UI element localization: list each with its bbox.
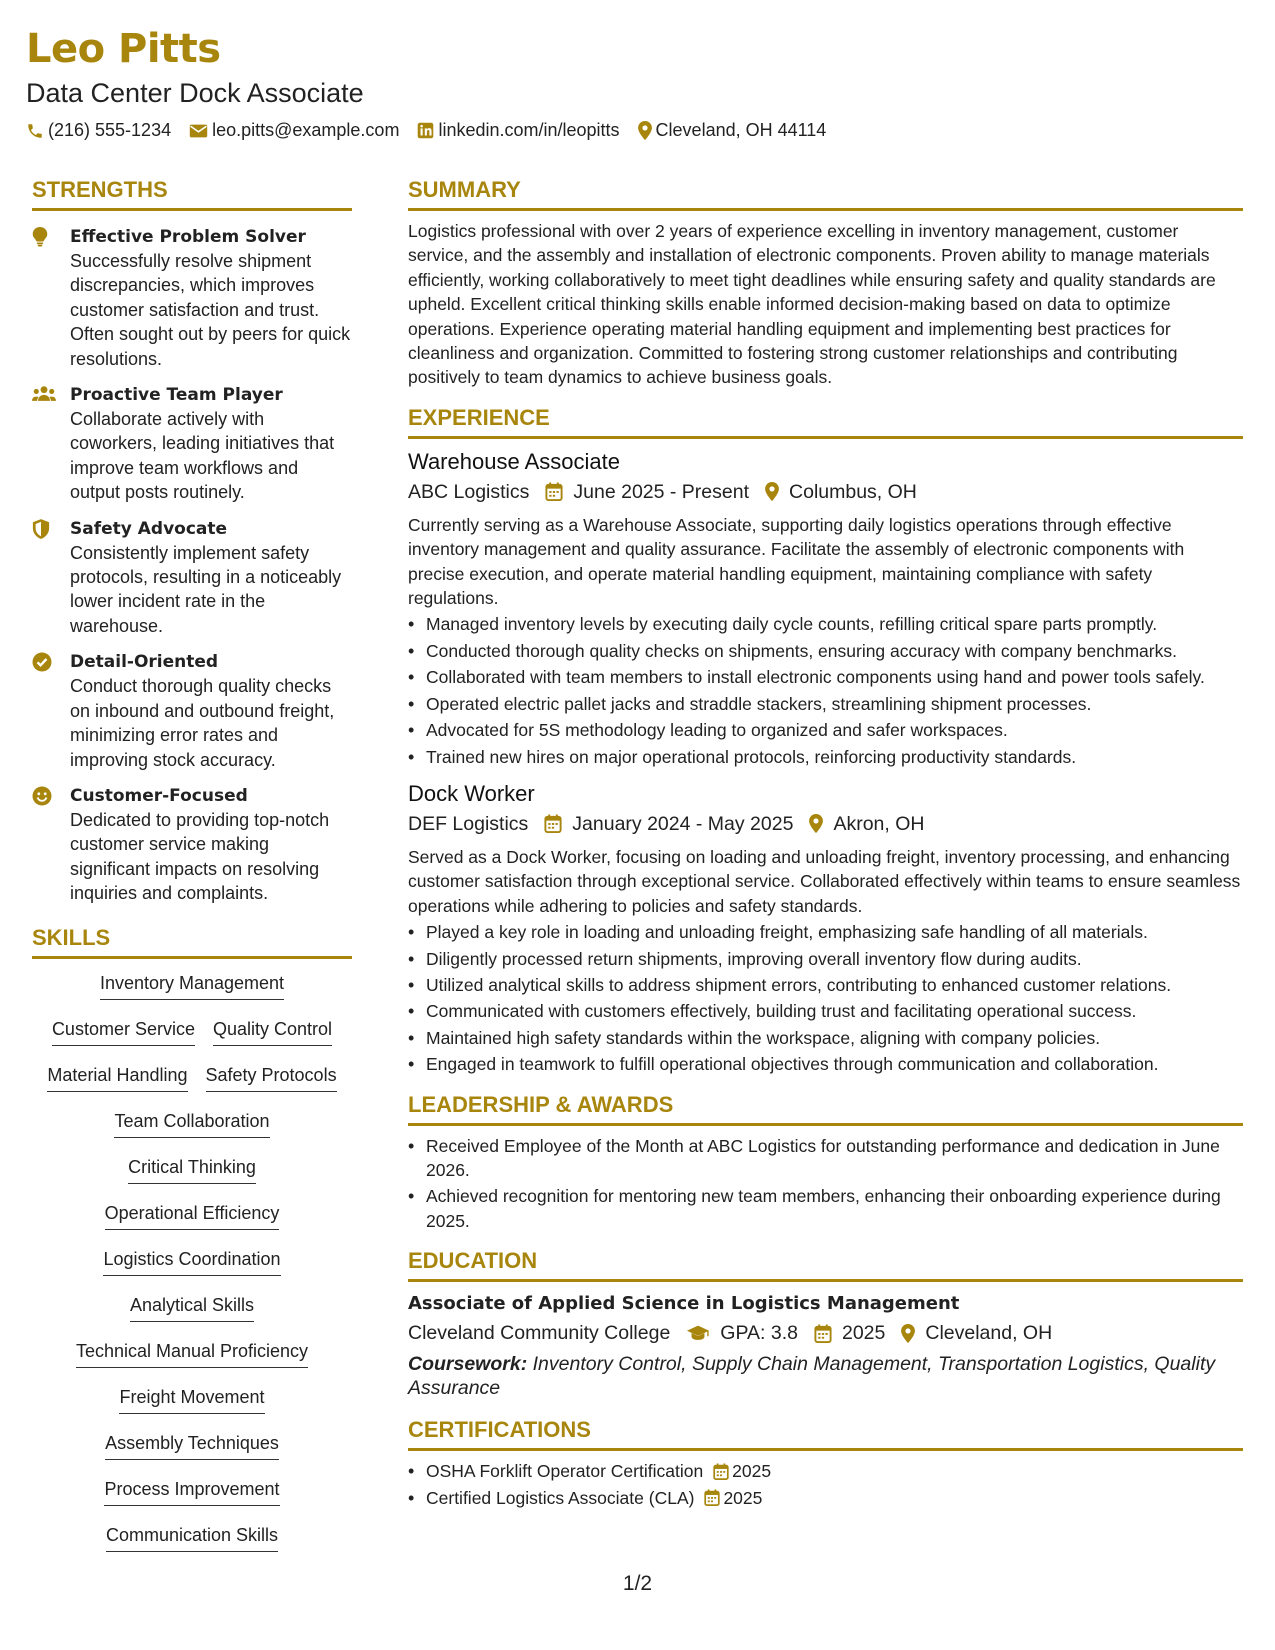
phone-icon [26, 122, 44, 140]
strengths-list [32, 225, 352, 906]
job-location [765, 477, 917, 507]
skill-tag: Team Collaboration [114, 1109, 269, 1138]
job-location [809, 809, 924, 839]
calendar-icon [814, 1324, 832, 1343]
certification-item [408, 1459, 1243, 1483]
skill-tag: Communication Skills [106, 1523, 278, 1552]
job-title: Dock Worker [408, 780, 535, 806]
strength-title: Effective Problem Solver [70, 227, 306, 247]
education-year-text: 2025 [841, 1322, 886, 1345]
strength-desc: Dedicated to providing top-notch customer service making significant impacts on resolving inquiries and complaints. [70, 809, 330, 904]
calendar-icon [544, 814, 562, 833]
job-bullet: • Engaged in teamwork to fulfill operational objectives through communication and collaboration. [408, 1052, 1243, 1076]
award-item: • Received Employee of the Month at ABC Logistics for outstanding performance and dedication in June 2026. [408, 1134, 1243, 1183]
map-pin-icon [809, 814, 823, 833]
job-desc: Currently serving as a Warehouse Associate, supporting daily logistics operations through effective inventory management and quality assurance. Facilitate the assembly of electronic components with precise execution, and operate material handling equipment, maintaining compliance with safety regulations. [408, 514, 1185, 609]
contact-linkedin[interactable] [417, 120, 619, 141]
summary-heading: SUMMARY [408, 176, 1243, 211]
map-pin-icon [765, 482, 779, 501]
calendar-icon [704, 1489, 720, 1506]
certification-name: • Certified Logistics Associate (CLA) [426, 1487, 695, 1508]
gpa-text: GPA: 3.8 [720, 1322, 798, 1345]
skill-tag: Safety Protocols [206, 1063, 337, 1092]
location-text: Cleveland, OH 44114 [655, 120, 827, 140]
job-bullet: • Advocated for 5S methodology leading to organized and safer workspaces. [408, 718, 1243, 742]
job-dates [544, 809, 793, 839]
certification-year-text: 2025 [732, 1461, 772, 1482]
skill-tag: Quality Control [213, 1017, 332, 1046]
page-number: 1/2 [622, 1572, 653, 1595]
strength-title: Proactive Team Player [70, 385, 283, 406]
summary-text: Logistics professional with over 2 years of experience excelling in inventory management, customer service, and the assembly and installation of electronic components. Proven ability to manage materials efficiently, working collaboratively to meet tight deadlines while ensuring safety and quality standards are upheld. Excellent critical thinking skills enable informed decision-making based on data to optimize operations. Experience operating material handling equipment and implementing best practices for cleanliness and organization. Committed to fostering strong customer relationships and contributing positively to team dynamics to achieve business goals. [408, 221, 1216, 388]
education-location [901, 1318, 1052, 1348]
skills-list [32, 971, 352, 1569]
job-bullets [408, 920, 1243, 1076]
strength-desc: Conduct thorough quality checks on inbound and outbound freight, minimizing error rates and improving stock accuracy. [70, 676, 335, 770]
check-circle-icon [32, 650, 70, 772]
skill-tag: Technical Manual Proficiency [76, 1339, 308, 1368]
envelope-icon [189, 123, 208, 139]
skill-tag: Process Improvement [104, 1477, 279, 1506]
job-bullet: • Played a key role in loading and unloading freight, emphasizing safe handling of all materials. [408, 920, 1243, 944]
strength-item [32, 650, 352, 772]
job-bullet: • Collaborated with team members to install electronic components using hand and power tools safely. [408, 665, 1243, 689]
job-location-text: Akron, OH [833, 812, 925, 835]
coursework [408, 1352, 1243, 1400]
experience-heading: EXPERIENCE [408, 404, 1243, 439]
strength-item [32, 784, 352, 906]
contact-location [638, 120, 827, 141]
job-bullet: • Diligently processed return shipments, improving overall inventory flow during audits. [408, 947, 1243, 971]
strength-item [32, 383, 352, 505]
right-column [408, 176, 1243, 1510]
contact-phone [26, 120, 171, 141]
certification-year-text: 2025 [723, 1487, 763, 1508]
candidate-name: Leo Pitts [26, 26, 221, 72]
certification-name: • OSHA Forklift Operator Certification [426, 1461, 704, 1482]
job-entry [408, 447, 1243, 769]
job-company: ABC Logistics [408, 480, 530, 503]
school-name: Cleveland Community College [408, 1322, 671, 1345]
certification-year [713, 1459, 771, 1483]
job-bullet: • Trained new hires on major operational protocols, reinforcing productivity standards. [408, 745, 1243, 769]
strength-title: Safety Advocate [70, 518, 228, 539]
candidate-title: Data Center Dock Associate [26, 78, 364, 108]
skill-tag: Assembly Techniques [105, 1431, 279, 1460]
job-entry [408, 779, 1243, 1077]
job-bullet: • Maintained high safety standards within the workspace, aligning with company policies. [408, 1026, 1243, 1050]
education-meta [408, 1318, 1243, 1348]
job-location-text: Columbus, OH [789, 480, 917, 503]
calendar-icon [545, 482, 563, 501]
graduation-cap-icon [686, 1324, 710, 1342]
skill-tag: Analytical Skills [130, 1293, 254, 1322]
strength-title: Detail-Oriented [70, 652, 219, 673]
coursework-text: Inventory Control, Supply Chain Management, Transportation Logistics, Quality Assurance [408, 1353, 1216, 1400]
awards-list [408, 1134, 1243, 1234]
strength-desc: Consistently implement safety protocols, resulting in a noticeably lower incident rate in the warehouse. [70, 542, 342, 636]
left-column [32, 176, 352, 1569]
skill-tag: Freight Movement [119, 1385, 264, 1414]
job-dates-text: January 2024 - May 2025 [572, 812, 794, 835]
job-meta [408, 809, 1243, 839]
strength-item [32, 517, 352, 639]
awards-heading: LEADERSHIP & AWARDS [408, 1091, 1243, 1126]
strength-item [32, 225, 352, 371]
skill-tag: Material Handling [47, 1063, 187, 1092]
map-pin-icon [901, 1324, 915, 1343]
phone-text: (216) 555-1234 [48, 120, 172, 140]
education-year [814, 1318, 885, 1348]
education-location-text: Cleveland, OH [925, 1322, 1053, 1345]
certifications-heading: CERTIFICATIONS [408, 1416, 1243, 1451]
strength-desc: Successfully resolve shipment discrepancies, which improves customer satisfaction and trust. Often sought out by peers for quick resolutions. [70, 251, 351, 369]
strengths-heading: STRENGTHS [32, 176, 352, 211]
contact-bar [26, 120, 1246, 141]
job-bullets [408, 612, 1243, 768]
job-desc: Served as a Dock Worker, focusing on loading and unloading freight, inventory processing, and enhancing customer satisfaction through exceptional service. Collaborated effectively within teams to ensure seamless operations while adhering to policies and safety standards. [408, 846, 1241, 916]
gpa [686, 1318, 798, 1348]
job-bullet: • Utilized analytical skills to address shipment errors, contributing to enhanced customer relations. [408, 973, 1243, 997]
smile-icon [32, 784, 70, 906]
shield-icon [32, 517, 70, 639]
resume-header [26, 22, 1246, 141]
certification-item [408, 1486, 1243, 1510]
job-bullet: • Managed inventory levels by executing daily cycle counts, refilling critical spare parts promptly. [408, 612, 1243, 636]
skills-heading: SKILLS [32, 924, 352, 959]
linkedin-icon [417, 122, 434, 139]
job-bullet: • Operated electric pallet jacks and straddle stackers, streamlining shipment processes. [408, 692, 1243, 716]
skill-tag: Customer Service [52, 1017, 195, 1046]
job-title: Warehouse Associate [408, 448, 620, 474]
job-meta [408, 477, 1243, 507]
users-icon [32, 383, 70, 505]
linkedin-text[interactable]: linkedin.com/in/leopitts [438, 120, 620, 140]
contact-email[interactable] [189, 120, 399, 141]
certification-year [704, 1486, 762, 1510]
skill-tag: Logistics Coordination [103, 1247, 280, 1276]
lightbulb-icon [32, 225, 70, 371]
strength-title: Customer-Focused [70, 785, 248, 806]
job-dates-text: June 2025 - Present [573, 480, 750, 503]
education-heading: EDUCATION [408, 1247, 1243, 1282]
job-bullet: • Communicated with customers effectively, building trust and facilitating operational success. [408, 999, 1243, 1023]
skill-tag: Operational Efficiency [105, 1201, 280, 1230]
skill-tag: Critical Thinking [128, 1155, 256, 1184]
award-item: • Achieved recognition for mentoring new team members, enhancing their onboarding experience during 2025. [408, 1184, 1243, 1233]
certifications-list [408, 1459, 1243, 1510]
calendar-icon [713, 1463, 729, 1480]
skill-tag: Inventory Management [100, 971, 284, 1000]
job-company: DEF Logistics [408, 812, 529, 835]
map-pin-icon [638, 121, 652, 140]
strength-desc: Collaborate actively with coworkers, leading initiatives that improve team workflows and output posts routinely. [70, 409, 335, 503]
job-dates [545, 477, 749, 507]
coursework-label: Coursework: [408, 1353, 528, 1376]
email-text[interactable]: leo.pitts@example.com [212, 120, 400, 140]
degree-title: Associate of Applied Science in Logistics Management [408, 1293, 960, 1315]
job-bullet: • Conducted thorough quality checks on shipments, ensuring accuracy with company benchmarks. [408, 639, 1243, 663]
